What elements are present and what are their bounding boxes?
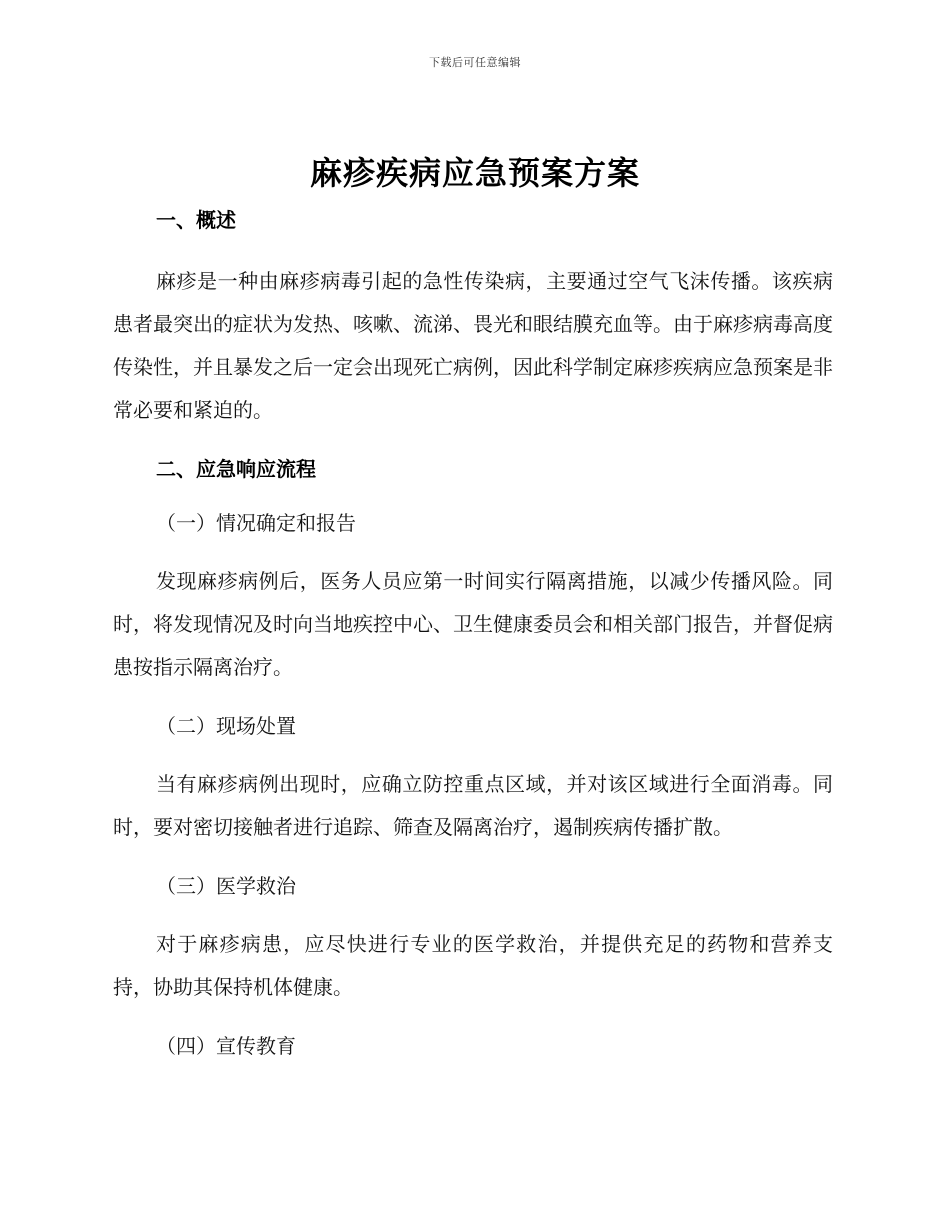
- header-note: 下载后可任意编辑: [429, 56, 521, 69]
- document-body: [113, 203, 833, 1063]
- overview-paragraph: 麻疹是一种由麻疹病毒引起的急性传染病，主要通过空气飞沫传播。该疾病患者最突出的症状为发热、咳嗽、流涕、畏光和眼结膜充血等。由于麻疹病毒高度传染性，并且暴发之后一定会出现死亡病例，因此科学制定麻疹疾病应急预案是非常必要和紧迫的。: [113, 269, 833, 422]
- reporting-paragraph: 发现麻疹病例后，医务人员应第一时间实行隔离措施，以减少传播风险。同时，将发现情况及时向当地疾控中心、卫生健康委员会和相关部门报告，并督促病患按指示隔离治疗。: [113, 569, 833, 679]
- document-title: 麻疹疾病应急预案方案: [309, 154, 640, 192]
- section-heading-response: 二、应急响应流程: [156, 457, 316, 481]
- subsection-heading-onsite: （二）现场处置: [156, 714, 296, 738]
- onsite-paragraph: 当有麻疹病例出现时，应确立防控重点区域，并对该区域进行全面消毒。同时，要对密切接触者进行追踪、筛查及隔离治疗，遏制疾病传播扩散。: [113, 772, 833, 839]
- subsection-heading-treatment: （三）医学救治: [156, 874, 296, 898]
- subsection-heading-reporting: （一）情况确定和报告: [156, 511, 356, 535]
- subsection-heading-education: （四）宣传教育: [156, 1034, 296, 1058]
- treatment-paragraph: 对于麻疹病患，应尽快进行专业的医学救治，并提供充足的药物和营养支持，协助其保持机体健康。: [113, 932, 833, 999]
- section-heading-overview: 一、概述: [156, 208, 236, 232]
